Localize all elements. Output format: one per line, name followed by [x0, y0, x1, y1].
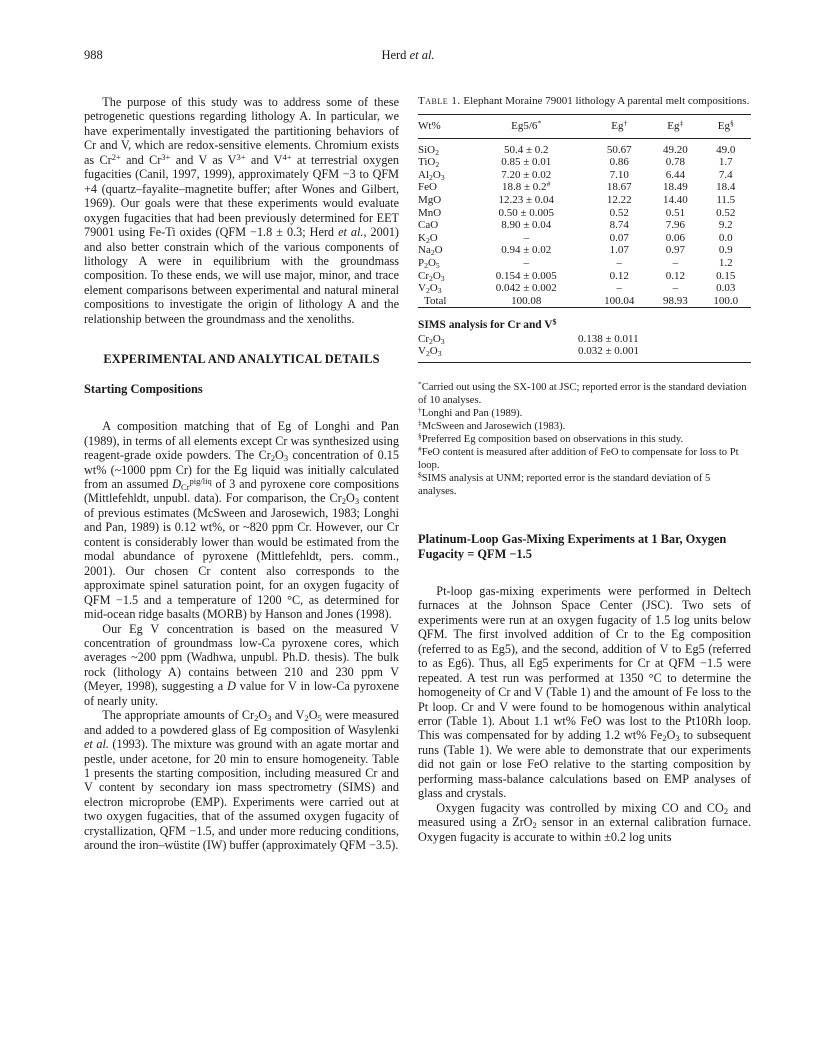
table-cell: 0.042 ± 0.002 — [495, 282, 557, 295]
body-paragraph: The appropriate amounts of $Cr_2O_3$ and $V_2O_5$ were measured and added to a powdered glass of Eg composition of Wasylenki et al. (1993). The mixture was ground with an agate mortar and pestle, under acetone, for 20 min to ensure homogeneity. Table 1 presents the starting composition, including measured Cr and V content by secondary ion mass spectrometry (SIMS) and electron microprobe (EMP). Experiments were carried out at two oxygen fugacities, that of the assumed oxygen fugacity of crystallization, QFM −1.5, and under more reducing conditions, around the iron–wüstite (IW) buffer (approximately QFM −3.5). — [84, 708, 399, 853]
table-cell: 0.07 — [609, 231, 629, 244]
footnote: ‡McSween and Jarosewich (1983). — [418, 418, 566, 432]
table-cell: 50.67 — [606, 143, 632, 156]
table-cell: 0.15 — [716, 269, 736, 282]
table-cell: 9.2 — [718, 219, 733, 232]
sims-table — [418, 333, 751, 358]
sims-oxide: $V_2O_3$ — [418, 345, 442, 359]
table-cell: 18.4 — [716, 181, 736, 194]
table-cell: 0.154 ± 0.005 — [495, 269, 557, 282]
table-row — [418, 138, 751, 156]
table-row — [418, 194, 751, 207]
row-label: MgO — [418, 193, 442, 206]
body-paragraph: Our Eg V concentration is based on the measured V concentration of groundmass low-Ca pyroxene cores, which averages ~200 ppm (Wadhwa, unpubl. Ph.D. thesis). The bulk rock (lithology A) contains between 210 and 230 ppm V (Meyer, 1998), suggesting a D value for V in low-Ca pyroxene of nearly unity. — [84, 621, 399, 708]
sims-oxide: $Cr_2O_3$ — [418, 332, 445, 346]
row-label: $V_2O_3$ — [418, 282, 442, 296]
table-cell: 18.67 — [606, 181, 632, 194]
row-label: $P_2O_5$ — [418, 256, 440, 270]
table-total-row — [418, 295, 751, 308]
table-cell: – — [616, 256, 623, 269]
row-label: $Na_2O$ — [418, 244, 443, 258]
row-label: $Al_2O_3$ — [418, 168, 445, 182]
table-cell: 7.10 — [609, 168, 629, 181]
table-cell: 12.23 ± 0.04 — [498, 193, 554, 206]
table-caption — [418, 95, 751, 108]
row-label: CaO — [418, 219, 439, 232]
table-cell: 12.22 — [606, 193, 632, 206]
table-cell: 100.0 — [713, 294, 739, 307]
table-cell: 0.78 — [665, 156, 685, 169]
sims-value: 0.138 ± 0.011 — [578, 332, 639, 345]
table-cell: 0.50 ± 0.005 — [498, 206, 554, 219]
row-label: MnO — [418, 206, 442, 219]
table-cell: 0.12 — [665, 269, 685, 282]
table-cell: 7.96 — [665, 219, 685, 232]
table-cell: – — [523, 256, 529, 269]
row-label: $K_2O$ — [418, 231, 438, 245]
body-paragraph: A composition matching that of Eg of Longhi and Pan (1989), in terms of all elements except Cr was synthesized using reagent-grade oxide powders. The $Cr_2O_3$ concentration of 0.15 wt% (~1000 ppm Cr) for the Eg liquid was initially calculated from an assumed $D_{Cr}^{pig/liq}$ of 3 and pyroxene core compositions (Mittlefehldt, unpubl. data). For comparison, the $Cr_2O_3$ content of previous estimates (McSween and Jarosewich, 1983; Longhi and Pan, 1989) is 0.12 wt%, or ~820 ppm Cr. However, our Cr content is considerably lower than would be estimated from the modal abundance of pyroxene (Mittlefehldt, pers. comm., 2001). Our chosen Cr content also corresponds to the approximate spinel saturation point, for an oxygen fugacity of QFM −1.5 and a temperature of 1200 °C, as determined for mid-ocean ridge basalts (MORB) by Hanson and Jones (1998). — [84, 419, 399, 622]
table-cell: 8.74 — [609, 219, 629, 232]
table-cell: 0.06 — [665, 231, 685, 244]
subsection-title: Starting Compositions — [84, 381, 203, 396]
table-cell: 0.12 — [609, 269, 629, 282]
table-cell: 0.52 — [609, 206, 629, 219]
section-title: EXPERIMENTAL AND ANALYTICAL DETAILS — [103, 352, 380, 367]
table-row — [418, 257, 751, 270]
table-row — [418, 219, 751, 232]
table-cell: 8.90 ± 0.04 — [501, 219, 552, 232]
sims-row — [418, 333, 751, 346]
sims-row — [418, 345, 751, 358]
running-head: Herd et al. — [381, 48, 435, 62]
table-cell: 1.07 — [609, 244, 629, 257]
section2-title: Platinum-Loop Gas-Mixing Experiments at 1 Bar, Oxygen Fugacity = QFM −1.5 — [418, 531, 727, 561]
table-cell: 0.52 — [716, 206, 736, 219]
table-cell: – — [672, 282, 679, 295]
row-label: FeO — [418, 181, 437, 194]
table-cell: 49.0 — [716, 143, 736, 156]
footnote: $SIMS analysis at UNM; reported error is the standard deviation of 5 analyses. — [418, 470, 711, 497]
table-footnotes — [418, 381, 751, 498]
page-header — [84, 48, 732, 64]
table-cell: 0.9 — [718, 244, 733, 257]
table-cell: 0.51 — [665, 206, 685, 219]
table-cell: 0.0 — [718, 231, 733, 244]
table-cell: 0.85 ± 0.01 — [501, 156, 552, 169]
body-paragraph: Oxygen fugacity was controlled by mixing CO and $CO_2$ and measured using a ZrO$_2$ sensor in an external calibration furnace. Oxygen fugacity is accurate to within ±0.2 log units — [418, 800, 751, 844]
left-column — [84, 95, 399, 853]
col-header: Eg† — [611, 118, 628, 132]
right-column — [418, 95, 751, 844]
table-row — [418, 207, 751, 220]
table-cell: 0.86 — [609, 156, 629, 169]
table-rule — [418, 362, 751, 363]
table-cell: 14.40 — [662, 193, 688, 206]
row-label: TiO$_2$ — [418, 156, 440, 170]
table-row — [418, 181, 751, 194]
table-cell: 100.04 — [604, 294, 635, 307]
table-cell: 0.97 — [665, 244, 685, 257]
table-caption-text: Elephant Moraine 79001 lithology A parental melt compositions. — [463, 95, 750, 107]
row-label: Total — [424, 294, 447, 307]
sims-title: SIMS analysis for Cr and V$ — [418, 317, 557, 332]
table-header-row — [418, 115, 751, 139]
col-header: Eg§ — [717, 118, 734, 132]
row-label: SiO$_2$ — [418, 143, 439, 157]
table-row — [418, 244, 751, 257]
intro-paragraph: The purpose of this study was to address some of these petrogenetic questions regarding lithology A. In particular, we have experimentally investigated the partitioning behaviors of Cr and V, which are redox-sensitive elements. Chromium exists as $Cr^{2+}$ and $Cr^{3+}$ and V as $V^{3+}$ and $V^{4+}$ at terrestrial oxygen fugacities (Canil, 1997, 1999), approximately QFM −3 to QFM +4 (quartz–fayalite–magnetite buffer; after Wones and Gilbert, 1969). Our goals were that these experiments would evaluate oxygen fugacities that had been previously determined for EET 79001 using Fe-Ti oxides (QFM −1.8 ± 0.3; Herd et al., 2001) and also better constrain which of the various components of lithology A were in equilibrium with the groundmass composition. To these ends, we will use major, minor, and trace element comparisons between experimental and natural mineral compositions to investigate the origin of lithology A and the relationship between the groundmass and the xenoliths. — [84, 95, 399, 326]
table-label: Table 1. — [418, 95, 461, 107]
page-number: 988 — [84, 48, 103, 62]
table-cell: 0.03 — [716, 282, 736, 295]
table-cell: 98.93 — [662, 294, 688, 307]
sims-value: 0.032 ± 0.001 — [578, 345, 640, 358]
table-cell: 6.44 — [665, 168, 685, 181]
table-cell: 7.4 — [718, 168, 733, 181]
table-cell: 11.5 — [716, 193, 736, 206]
table-row — [418, 156, 751, 169]
table-cell: – — [523, 231, 529, 244]
footnote: *Carried out using the SX-100 at JSC; reported error is the standard deviation of 10 analyses. — [418, 379, 747, 406]
table-cell: 1.2 — [718, 256, 733, 269]
table-row — [418, 270, 751, 283]
table-cell: 18.8 ± 0.2# — [502, 179, 551, 194]
table-cell: 100.08 — [511, 294, 542, 307]
table-cell: 50.4 ± 0.2 — [503, 143, 549, 156]
table-cell: 18.49 — [662, 181, 688, 194]
table-cell: 49.20 — [662, 143, 688, 156]
table-cell: 0.94 ± 0.02 — [501, 244, 552, 257]
footnote: #FeO content is measured after addition of FeO to compensate for loss to Pt loop. — [418, 444, 739, 471]
footnote: †Longhi and Pan (1989). — [418, 405, 523, 419]
table-row — [418, 282, 751, 295]
table-cell: 7.20 ± 0.02 — [501, 168, 552, 181]
footnote: §Preferred Eg composition based on observations in this study. — [418, 431, 684, 445]
col-header: Wt% — [418, 120, 441, 132]
row-label: $Cr_2O_3$ — [418, 269, 445, 283]
table-cell: 1.7 — [718, 156, 733, 169]
table-cell: – — [616, 282, 623, 295]
composition-table — [418, 114, 751, 308]
col-header: Eg5/6* — [511, 118, 542, 132]
table-cell: – — [672, 256, 679, 269]
table-row — [418, 169, 751, 182]
body-paragraph: Pt-loop gas-mixing experiments were performed in Deltech furnaces at the Johnson Space Center (JSC). Two sets of experiments were run at an oxygen fugacity of 1.5 log units below QFM. The first involved addition of Cr to the Eg composition (referred to as Eg5), and the second, addition of V to Eg5 (referred to as Eg6). Thus, all Eg5 experiments for Cr at QFM −1.5 were repeated. A test run was performed at 1350 °C to determine the homogeneity of Cr and V (Table 1) and the amount of Fe loss to the Pt loop. Cr and V were found to be homogenous within analytical error (Table 1). About 1.1 wt% FeO was lost to the Pt10Rh loop. This was compensated for by adding 1.2 wt% $Fe_2O_3$ to subsequent runs (Table 1). We were able to demonstrate that our experiments did not gain or lose FeO relative to the starting composition by performing mass-balance calculations based on EMP analyses of glass and crystals. — [418, 583, 751, 801]
table-row — [418, 232, 751, 245]
col-header: Eg‡ — [667, 118, 684, 132]
